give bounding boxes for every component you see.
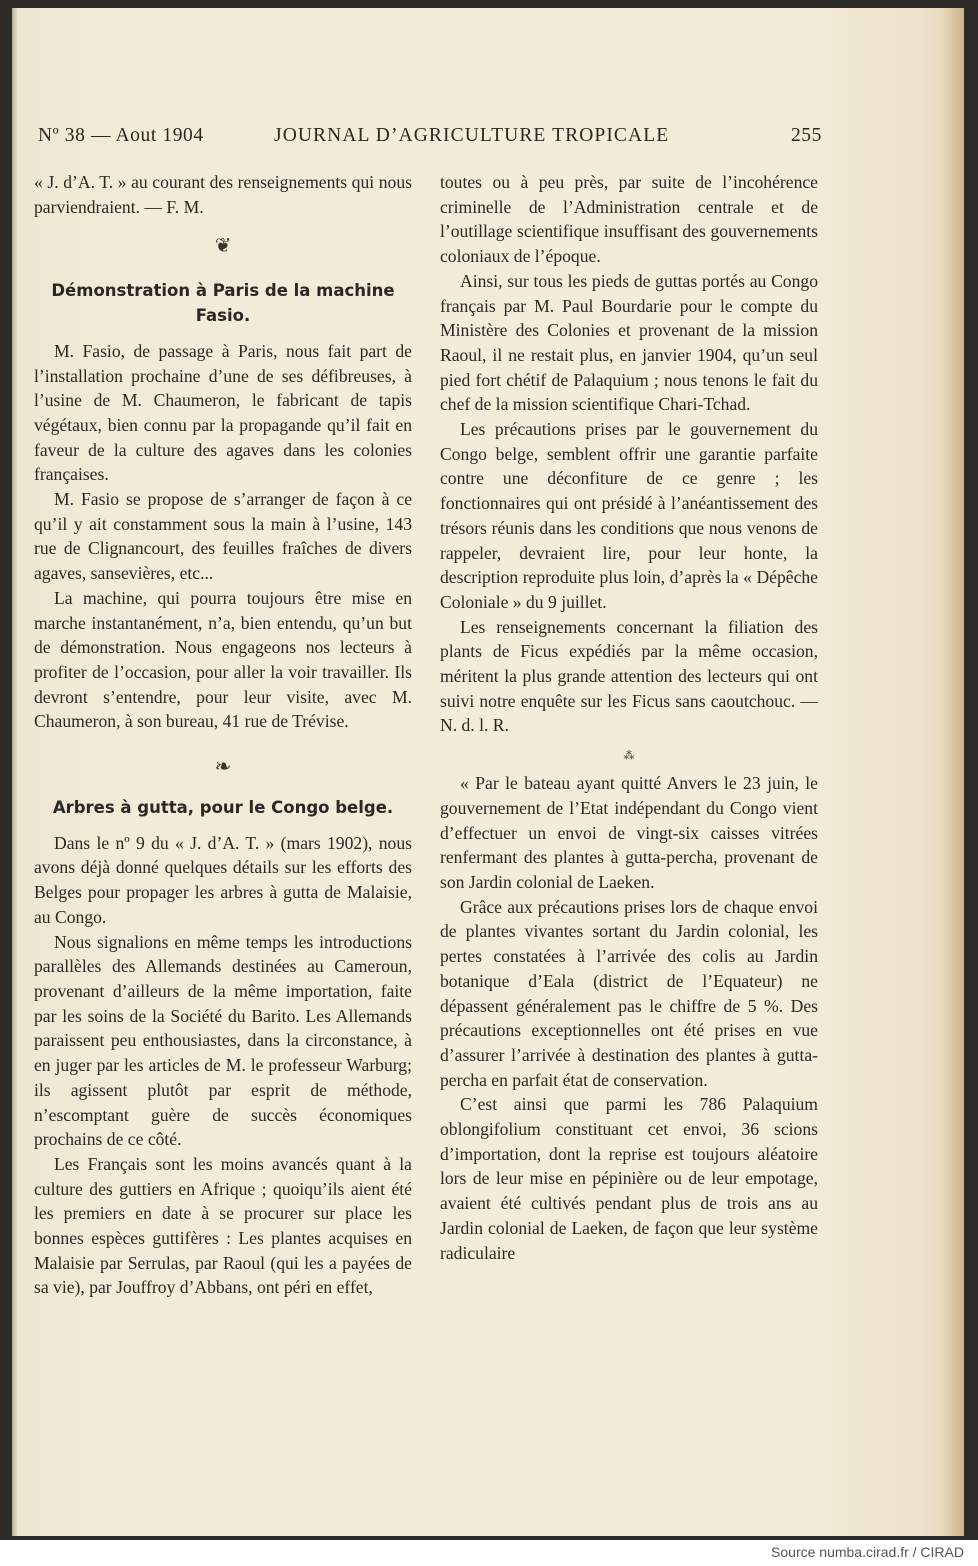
page-number: 255: [790, 125, 822, 146]
paragraph: Dans le nº 9 du « J. d’A. T. » (mars 1902), nous avons déjà donné quelques détails sur les efforts des Belges pour propager les arbres à gutta de Malaisie, au Congo.: [34, 832, 412, 927]
journal-title: JOURNAL D’AGRICULTURE TROPICALE: [274, 125, 670, 146]
gutter-shadow: [12, 8, 18, 1536]
section-title-gutta: Arbres à gutta, pour le Congo belge.: [52, 798, 394, 818]
right-column: [440, 170, 818, 1265]
paragraph: toutes ou à peu près, par suite de l’incohérence criminelle de l’Administration centrale et de l’outillage scientifique insuffisant des gouvernements coloniaux de l’époque.: [440, 172, 818, 267]
source-credit: Source numba.cirad.fr / CIRAD: [771, 1544, 964, 1560]
fleuron-ornament: ❧: [214, 754, 232, 779]
asterism-separator: ⁂: [623, 750, 635, 763]
paragraph: « Par le bateau ayant quitté Anvers le 23 juin, le gouvernement de l’Etat indépendant du Congo vient d’effectuer un envoi de vingt-six caisses vitrées renfermant des plantes à gutta-percha, provenant de son Jardin colonial de Laeken.: [440, 773, 818, 892]
paragraph: M. Fasio se propose de s’arranger de façon à ce qu’il y ait constamment sous la main à l’usine, 143 rue de Clignancourt, des feuilles fraîches de divers agaves, sansevières, etc...: [34, 489, 412, 584]
paragraph: La machine, qui pourra toujours être mise en marche instantanément, n’a, bien entendu, qu’un but de démonstration. Nous engageons nos lecteurs à profiter de l’occasion, pour aller la voir travailler. Ils devront s’entendre, pour leur visite, avec M. Chaumeron, à son bureau, 41 rue de Trévise.: [34, 587, 412, 732]
section-title-fasio: Démonstration à Paris de la machine Fasio.: [51, 281, 395, 326]
paragraph: Nous signalions en même temps les introductions parallèles des Allemands destinées au Cameroun, provenant d’ailleurs de la même importation, faite par les soins de la Société du Barito. Les Allemands paraissent peu enthousiastes, dans la circonstance, à en juger par les articles de M. le professeur Warburg; ils agissent plutôt par esprit de méthode, n’escomptant guère de succès économiques prochains de ce côté.: [34, 931, 412, 1150]
fleuron-ornament: ❦: [214, 233, 232, 258]
paragraph: Les renseignements concernant la filiation des plants de Ficus expédiés par la même occasion, méritent la plus grande attention des lecteurs qui ont suivi notre enquête sur les Ficus sans caoutchouc. — N. d. l. R.: [440, 616, 818, 736]
paragraph: Les précautions prises par le gouvernement du Congo belge, semblent offrir une garantie parfaite contre une déconfiture de ce genre ; les fonctionnaires qui ont présidé à l’anéantissement des trésors réunis dans les conditions que nous venons de rappeler, devraient lire, pour leur honte, la description reproduite plus loin, d’après la « Dépêche Coloniale » du 9 juillet.: [440, 419, 818, 612]
issue-date: Nº 38 — Aout 1904: [38, 125, 204, 146]
paragraph: Les Français sont les moins avancés quant à la culture des guttiers en Afrique ; quoiqu’ils aient été les premiers en date à se procurer sur place les bonnes espèces guttifères : Les plantes acquises en Malaisie par Serrulas, par Raoul (qui les a payées de sa vie), par Jouffroy d’Abbans, ont péri en effet,: [34, 1153, 412, 1298]
page-edge: [942, 8, 964, 1536]
paragraph: Grâce aux précautions prises lors de chaque envoi de plantes vivantes sortant du Jardin colonial, les pertes constatées à l’arrivée des colis au Jardin botanique d’Eala (district de l’Equateur) ne dépassent généralement pas le chiffre de 5 %. Des précautions exceptionnelles ont été prises en vue d’assurer l’arrivée à destination des plantes à gutta-percha en parfait état de conservation.: [440, 896, 818, 1090]
running-header: [38, 125, 822, 155]
intro-paragraph: « J. d’A. T. » au courant des renseignements qui nous parviendraient. — F. M.: [34, 172, 412, 217]
paragraph: M. Fasio, de passage à Paris, nous fait part de l’installation prochaine d’une de ses défibreuses, à l’usine de M. Chaumeron, le fabricant de tapis végétaux, bien connu par la propagande qu’il fait en faveur de la culture des agaves dans les colonies françaises.: [34, 340, 412, 485]
paragraph: Ainsi, sur tous les pieds de guttas portés au Congo français par M. Paul Bourdarie pour le compte du Ministère des Colonies et provenant de la mission Raoul, il ne restait plus, en janvier 1904, qu’un seul pied fort chétif de Palaquium ; nous tenons le fait du chef de la mission scientifique Chari-Tchad.: [440, 270, 818, 415]
left-column: [34, 170, 412, 1300]
paragraph: C’est ainsi que parmi les 786 Palaquium oblongifolium constituant cet envoi, 36 scions d’importation, dont la reprise est toujours aléatoire lors de leur mise en pépinière ou de leur empotage, avaient été cultivés pendant plus de trois ans au Jardin colonial de Laeken, de façon que leur système radiculaire: [440, 1094, 818, 1263]
